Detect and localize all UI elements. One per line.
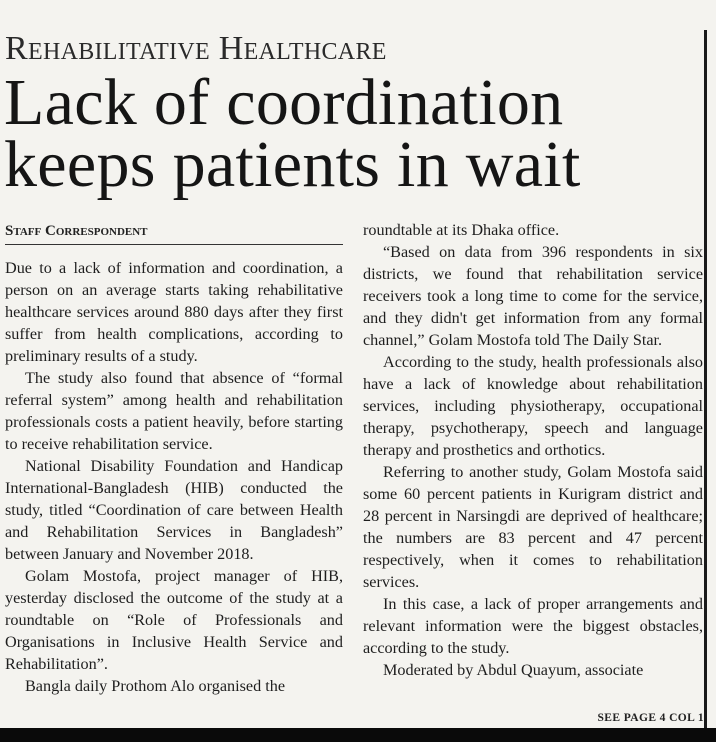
paragraph: The study also found that absence of “formal referral system” among health and rehabilitation professionals costs a patient heavily, before starting to receive rehabilitation service. [5,369,343,453]
headline-line-2: keeps patients in wait [4,128,581,201]
continuation-jump: SEE PAGE 4 COL 1 [597,712,704,724]
byline: Staff Correspondent [5,223,343,245]
paragraph: Golam Mostofa, project manager of HIB, yesterday disclosed the outcome of the study at a roundtable on “Role of Professionals and Organisations in Inclusive Health Service and Rehabilitation”. [5,567,343,673]
paragraph: Referring to another study, Golam Mostofa said some 60 percent patients in Kurigram district and 28 percent in Narsingdi are deprived of healthcare; the numbers are 83 percent and 47 percent respectively, when it comes to rehabilitation services. [363,463,703,591]
headline [4,66,704,201]
column-rule [704,30,707,730]
paragraph: According to the study, health professionals also have a lack of knowledge about rehabilitation services, including physiotherapy, occupational therapy, psychotherapy, speech and language therapy and prosthetics and orthotics. [363,353,703,459]
paragraph: National Disability Foundation and Handicap International-Bangladesh (HIB) conducted the study, titled “Coordination of care between Health and Rehabilitation Services in Bangladesh” between January and November 2018. [5,457,343,563]
article-column-2 [363,219,703,681]
paragraph: In this case, a lack of proper arrangements and relevant information were the biggest obstacles, according to the study. [363,595,703,657]
page-edge [0,728,716,742]
section-kicker: Rehabilitative Healthcare [5,30,387,67]
paragraph: Bangla daily Prothom Alo organised the [25,677,286,695]
paragraph: Moderated by Abdul Quayum, associate [383,661,644,679]
paragraph: roundtable at its Dhaka office. [363,221,560,239]
headline-line-1: Lack of coordination [4,66,564,139]
article-column-1 [5,257,343,697]
paragraph: “Based on data from 396 respondents in six districts, we found that rehabilitation service receivers took a long time to come for the service, and they didn't get information from any formal channel,” Golam Mostofa told The Daily Star. [363,243,703,349]
paragraph: Due to a lack of information and coordination, a person on an average starts taking rehabilitative healthcare services around 880 days after they first suffer from health complications, according to preliminary results of a study. [5,259,343,365]
